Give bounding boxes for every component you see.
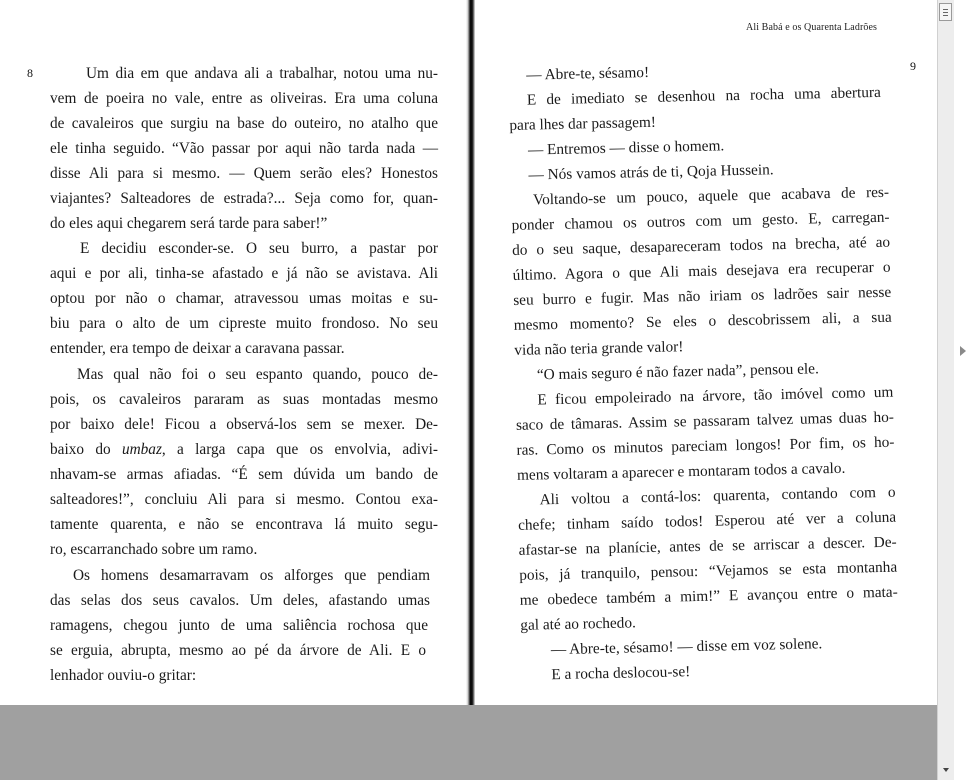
text-line: salteadores!”, concluiu Ali para si mesmo. Contou exa- bbox=[50, 491, 438, 508]
text-line: pois, os cavaleiros pararam as suas montadas mesmo bbox=[50, 391, 438, 408]
text-line: pois, já tranquilo, pensou: “Vejamos se esta montanha bbox=[519, 558, 898, 584]
text-line: do o seu saque, desapareceram todos na brecha, até ao bbox=[511, 233, 891, 259]
next-page-icon[interactable] bbox=[960, 346, 966, 356]
text-line: do eles aqui chegarem será tarde para saber!” bbox=[50, 215, 328, 232]
text-line: — Abre-te, sésamo! — disse em voz solene. bbox=[550, 635, 823, 659]
text-line: afastar-se na planície, antes de se arriscar a descer. De- bbox=[518, 533, 897, 559]
scroll-thumb[interactable] bbox=[939, 3, 952, 21]
text-line: chefe; tinham saído todos! Esperou até ver a coluna bbox=[517, 508, 897, 534]
right-page bbox=[508, 51, 898, 684]
left-page-number: 8 bbox=[27, 66, 33, 80]
scroll-down-icon[interactable] bbox=[943, 768, 949, 772]
text-line: biu para o alto de um cipreste muito frondoso. No seu bbox=[50, 315, 438, 332]
text-line: disse Ali para si mesmo. — Quem serão eles? Honestos bbox=[50, 165, 438, 182]
text-line: seu burro e fugir. Mas não iriam os ladrões sair nesse bbox=[513, 283, 892, 309]
text-line: mesmo momento? Se eles o descobrissem ali, a sua bbox=[513, 308, 892, 334]
text-line: saco de tâmaras. Assim se passaram talvez umas duas ho- bbox=[515, 408, 895, 434]
text-line: para lhes dar passagem! bbox=[509, 113, 657, 134]
text-line: E de imediato se desenhou na rocha uma abertura bbox=[526, 83, 881, 109]
text-line: por baixo dele! Ficou a observá-los sem se mexer. De- bbox=[50, 416, 438, 433]
text-line: vem de poeira no vale, entre as oliveiras. Era uma coluna bbox=[50, 90, 438, 107]
text-line: nhavam-se armas afiadas. “É sem dúvida um bando de bbox=[50, 466, 438, 483]
text-line: Um dia em que andava ali a trabalhar, notou uma nu- bbox=[86, 65, 438, 82]
text-line: Os homens desamarravam os alforges que pendiam bbox=[73, 567, 430, 584]
text-line: de cavaleiros que surgiu na base do outeiro, no atalho que bbox=[50, 115, 438, 132]
text-line: Voltando-se um pouco, aquele que acabava de res- bbox=[532, 183, 890, 209]
running-header: Ali Babá e os Quarenta Ladrões bbox=[746, 22, 878, 33]
text-line: Mas qual não foi o seu espanto quando, pouco de- bbox=[77, 366, 438, 383]
text-line: me obedece também a mim!” E avançou entre o mata- bbox=[519, 583, 898, 609]
right-page-number: 9 bbox=[910, 59, 916, 73]
text-line: lenhador ouviu-o gritar: bbox=[50, 667, 197, 684]
text-line: baixo do umbaz, a larga capa que os envolvia, adivi- bbox=[50, 441, 439, 458]
text-line: se erguia, abrupta, mesmo ao pé da árvore de Ali. E o bbox=[50, 642, 426, 659]
text-line: — Entremos — disse o homem. bbox=[527, 137, 725, 159]
text-line: “O mais seguro é não fazer nada”, pensou ele. bbox=[536, 360, 820, 384]
vertical-scrollbar[interactable] bbox=[937, 0, 954, 780]
text-line: gal até ao rochedo. bbox=[520, 614, 637, 634]
text-line: ele tinha seguido. “Vão passar por aqui não tarda nada — bbox=[50, 140, 438, 157]
text-line: — Nós vamos atrás de ti, Qoja Hussein. bbox=[528, 161, 774, 184]
text-line: ramagens, chegou junto de uma saliência rochosa que bbox=[50, 617, 428, 634]
text-line: Ali voltou a contá-los: quarenta, contando com o bbox=[539, 483, 896, 509]
text-line: vida não teria grande valor! bbox=[514, 338, 684, 359]
text-line: ro, escarranchado sobre um ramo. bbox=[50, 541, 258, 558]
text-line: viajantes? Salteadores de estrada?... Seja como for, quan- bbox=[50, 190, 438, 207]
text-line: aqui e por ali, tinha-se afastado e já não se avistava. Ali bbox=[50, 265, 438, 282]
text-line: ponder chamou os outros com um gesto. E, carregan- bbox=[511, 208, 890, 234]
text-line: — Abre-te, sésamo! bbox=[526, 63, 650, 84]
right-gutter bbox=[954, 0, 978, 780]
book-spine bbox=[466, 0, 475, 705]
text-line: E ficou empoleirado na árvore, tão imóvel como um bbox=[537, 383, 894, 409]
text-line: optou por não o chamar, atravessou umas moitas e su- bbox=[50, 290, 438, 307]
text-line: E a rocha deslocou-se! bbox=[551, 663, 691, 684]
text-line: tamente quarenta, e não se encontrava lá muito segu- bbox=[50, 516, 438, 533]
text-line: último. Agora o que Ali mais desejava era recuperar o bbox=[512, 258, 891, 284]
text-line: E decidiu esconder-se. O seu burro, a pastar por bbox=[80, 240, 438, 257]
text-line: mens voltaram a aparecer e montaram todos a cavalo. bbox=[516, 459, 846, 484]
text-line: entender, era tempo de deixar a caravana passar. bbox=[50, 340, 345, 357]
text-line: das selas dos seus cavalos. Um deles, afastando umas bbox=[50, 592, 430, 609]
text-line: ras. Como os minutos pareciam longos! Por fim, os ho- bbox=[516, 433, 895, 459]
